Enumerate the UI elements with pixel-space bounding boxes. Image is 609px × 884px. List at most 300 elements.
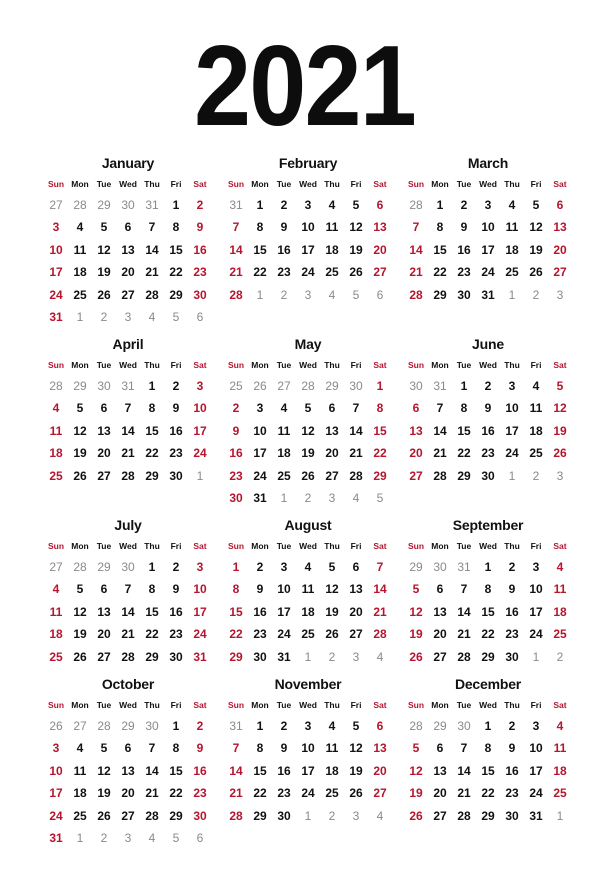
other-month-day: 3 <box>556 468 564 483</box>
other-month-day: 1 <box>256 287 264 302</box>
day-cell: 19 <box>553 423 567 438</box>
day-cell: 16 <box>229 446 243 461</box>
weekday-header: Sat <box>553 541 567 551</box>
other-month-day: 1 <box>280 490 288 505</box>
other-month-day: 5 <box>172 830 180 845</box>
day-cell: 29 <box>169 287 183 302</box>
day-cell: 11 <box>325 220 339 235</box>
day-cell: 14 <box>457 763 471 778</box>
day-cell: 27 <box>121 808 135 823</box>
weekday-header: Mon <box>71 700 89 710</box>
day-cell: 26 <box>97 287 111 302</box>
day-cell: 10 <box>253 423 267 438</box>
day-cell: 27 <box>373 265 387 280</box>
weekday-header: Wed <box>299 360 317 370</box>
day-cell: 21 <box>229 786 243 801</box>
weekday-header: Thu <box>324 360 340 370</box>
day-cell: 18 <box>49 627 63 642</box>
other-month-day: 2 <box>532 468 540 483</box>
day-cell: 14 <box>409 242 423 257</box>
day-cell: 9 <box>484 401 492 416</box>
day-cell: 5 <box>76 582 84 597</box>
other-month-day: 2 <box>328 808 336 823</box>
day-cell: 20 <box>373 242 387 257</box>
day-cell: 17 <box>193 423 207 438</box>
day-cell: 10 <box>49 242 63 257</box>
other-month-day: 3 <box>556 287 564 302</box>
day-cell: 13 <box>121 242 135 257</box>
other-month-day: 30 <box>97 379 111 393</box>
day-cell: 6 <box>124 220 132 235</box>
day-cell: 22 <box>481 627 495 642</box>
day-cell: 20 <box>373 763 387 778</box>
day-cell: 1 <box>436 198 444 212</box>
other-month-day: 5 <box>352 287 360 302</box>
weekday-header: Thu <box>144 700 160 710</box>
day-cell: 31 <box>49 830 63 845</box>
day-cell: 17 <box>301 242 315 257</box>
day-cell: 20 <box>349 604 363 619</box>
month-grid <box>224 695 392 827</box>
weekday-header: Sun <box>227 360 245 370</box>
weekday-header: Sat <box>553 360 567 370</box>
weekday-header: Thu <box>504 700 520 710</box>
month-name: September <box>452 517 524 533</box>
weekday-header: Thu <box>144 360 160 370</box>
day-cell: 11 <box>553 582 567 597</box>
day-cell: 3 <box>196 379 204 393</box>
day-cell: 8 <box>172 220 180 235</box>
day-cell: 4 <box>76 741 84 756</box>
day-cell: 3 <box>304 719 312 733</box>
day-cell: 21 <box>373 604 387 619</box>
day-cell: 6 <box>100 582 108 597</box>
day-cell: 25 <box>277 468 291 483</box>
other-month-day: 30 <box>121 560 135 574</box>
month-september <box>404 514 572 668</box>
other-month-day: 6 <box>196 309 204 324</box>
day-cell: 1 <box>232 560 240 574</box>
day-cell: 17 <box>505 423 519 438</box>
other-month-day: 2 <box>100 830 108 845</box>
other-month-day: 31 <box>457 560 471 574</box>
weekday-header: Sun <box>407 179 425 189</box>
month-name: February <box>278 155 338 171</box>
day-cell: 10 <box>481 220 495 235</box>
day-cell: 19 <box>301 446 315 461</box>
weekday-header: Thu <box>324 541 340 551</box>
day-cell: 7 <box>232 220 240 235</box>
day-cell: 4 <box>556 719 564 733</box>
day-cell: 31 <box>49 309 63 324</box>
day-cell: 10 <box>529 741 543 756</box>
other-month-day: 30 <box>433 560 447 574</box>
day-cell: 7 <box>460 741 468 756</box>
day-cell: 13 <box>121 763 135 778</box>
weekday-header: Fri <box>530 179 542 189</box>
day-cell: 26 <box>349 265 363 280</box>
day-cell: 21 <box>145 786 159 801</box>
day-cell: 2 <box>256 560 264 574</box>
day-cell: 1 <box>148 379 156 393</box>
other-month-day: 28 <box>409 198 423 212</box>
day-cell: 1 <box>172 198 180 212</box>
day-cell: 6 <box>376 198 384 212</box>
day-cell: 17 <box>49 265 63 280</box>
weekday-header: Mon <box>431 541 449 551</box>
day-cell: 20 <box>553 242 567 257</box>
other-month-day: 25 <box>229 379 243 393</box>
day-cell: 3 <box>484 198 492 212</box>
day-cell: 6 <box>100 401 108 416</box>
weekday-header: Mon <box>251 700 269 710</box>
day-cell: 11 <box>49 423 63 438</box>
day-cell: 23 <box>169 446 183 461</box>
day-cell: 3 <box>52 220 60 235</box>
day-cell: 16 <box>253 604 267 619</box>
day-cell: 18 <box>301 604 315 619</box>
day-cell: 2 <box>460 198 468 212</box>
weekday-header: Sat <box>373 179 387 189</box>
other-month-day: 30 <box>121 198 135 212</box>
day-cell: 28 <box>349 468 363 483</box>
day-cell: 13 <box>409 423 423 438</box>
other-month-day: 1 <box>508 287 516 302</box>
day-cell: 23 <box>229 468 243 483</box>
day-cell: 4 <box>52 582 60 597</box>
day-cell: 30 <box>505 649 519 664</box>
day-cell: 10 <box>277 582 291 597</box>
day-cell: 9 <box>196 741 204 756</box>
day-cell: 17 <box>253 446 267 461</box>
day-cell: 31 <box>253 490 267 505</box>
day-cell: 27 <box>121 287 135 302</box>
day-cell: 16 <box>193 763 207 778</box>
weekday-header: Thu <box>144 179 160 189</box>
month-name: April <box>112 336 144 352</box>
other-month-day: 31 <box>229 719 243 733</box>
day-cell: 30 <box>169 468 183 483</box>
day-cell: 2 <box>508 719 516 733</box>
day-cell: 30 <box>193 287 207 302</box>
other-month-day: 28 <box>97 719 111 733</box>
other-month-day: 4 <box>328 287 336 302</box>
day-cell: 19 <box>73 627 87 642</box>
day-cell: 9 <box>196 220 204 235</box>
day-cell: 30 <box>277 808 291 823</box>
weekday-header: Mon <box>71 541 89 551</box>
day-cell: 6 <box>412 401 420 416</box>
day-cell: 23 <box>505 786 519 801</box>
day-cell: 12 <box>529 220 543 235</box>
day-cell: 6 <box>436 582 444 597</box>
day-cell: 7 <box>124 582 132 597</box>
day-cell: 16 <box>169 604 183 619</box>
weekday-header: Sat <box>373 700 387 710</box>
day-cell: 26 <box>73 649 87 664</box>
day-cell: 1 <box>172 719 180 733</box>
weekday-header: Fri <box>170 700 182 710</box>
day-cell: 12 <box>553 401 567 416</box>
other-month-day: 31 <box>433 379 447 393</box>
weekday-header: Mon <box>251 179 269 189</box>
day-cell: 2 <box>172 560 180 574</box>
weekday-header: Sun <box>47 541 65 551</box>
day-cell: 24 <box>529 786 543 801</box>
weekday-header: Thu <box>324 179 340 189</box>
weekday-header: Wed <box>299 541 317 551</box>
day-cell: 6 <box>352 560 360 574</box>
day-cell: 28 <box>145 287 159 302</box>
day-cell: 1 <box>148 560 156 574</box>
day-cell: 12 <box>409 763 423 778</box>
other-month-day: 29 <box>97 198 111 212</box>
day-cell: 25 <box>49 649 63 664</box>
month-name: July <box>114 517 142 533</box>
day-cell: 26 <box>301 468 315 483</box>
day-cell: 2 <box>484 379 492 393</box>
month-name: December <box>454 676 522 692</box>
day-cell: 11 <box>505 220 519 235</box>
day-cell: 12 <box>97 242 111 257</box>
day-cell: 29 <box>481 649 495 664</box>
day-cell: 10 <box>49 763 63 778</box>
day-cell: 23 <box>193 265 207 280</box>
day-cell: 21 <box>229 265 243 280</box>
other-month-day: 1 <box>76 830 84 845</box>
day-cell: 24 <box>193 627 207 642</box>
other-month-day: 2 <box>100 309 108 324</box>
day-cell: 13 <box>433 763 447 778</box>
day-cell: 25 <box>505 265 519 280</box>
day-cell: 26 <box>553 446 567 461</box>
day-cell: 2 <box>196 719 204 733</box>
day-cell: 19 <box>73 446 87 461</box>
month-march <box>404 152 572 306</box>
month-grid <box>404 174 572 306</box>
day-cell: 7 <box>148 220 156 235</box>
weekday-header: Tue <box>456 360 472 370</box>
day-cell: 16 <box>193 242 207 257</box>
day-cell: 14 <box>121 423 135 438</box>
day-cell: 31 <box>529 808 543 823</box>
day-cell: 8 <box>376 401 384 416</box>
day-cell: 24 <box>301 265 315 280</box>
day-cell: 7 <box>460 582 468 597</box>
day-cell: 12 <box>325 582 339 597</box>
other-month-day: 29 <box>409 560 423 574</box>
month-grid <box>44 536 212 668</box>
day-cell: 30 <box>505 808 519 823</box>
day-cell: 25 <box>553 786 567 801</box>
day-cell: 4 <box>328 198 336 212</box>
day-cell: 9 <box>256 582 264 597</box>
weekday-header: Sun <box>47 360 65 370</box>
day-cell: 6 <box>328 401 336 416</box>
weekday-header: Sun <box>227 179 245 189</box>
other-month-day: 29 <box>97 560 111 574</box>
day-cell: 3 <box>304 198 312 212</box>
day-cell: 27 <box>97 468 111 483</box>
weekday-header: Mon <box>431 360 449 370</box>
day-cell: 3 <box>256 401 264 416</box>
day-cell: 5 <box>328 560 336 574</box>
day-cell: 7 <box>232 741 240 756</box>
day-cell: 17 <box>529 763 543 778</box>
day-cell: 1 <box>376 379 384 393</box>
day-cell: 18 <box>553 604 567 619</box>
day-cell: 29 <box>433 287 447 302</box>
day-cell: 17 <box>481 242 495 257</box>
day-cell: 22 <box>145 446 159 461</box>
day-cell: 7 <box>124 401 132 416</box>
day-cell: 25 <box>529 446 543 461</box>
day-cell: 24 <box>529 627 543 642</box>
day-cell: 14 <box>121 604 135 619</box>
day-cell: 9 <box>172 401 180 416</box>
day-cell: 3 <box>196 560 204 574</box>
day-cell: 20 <box>325 446 339 461</box>
day-cell: 12 <box>349 741 363 756</box>
weekday-header: Sat <box>553 700 567 710</box>
day-cell: 26 <box>409 649 423 664</box>
day-cell: 8 <box>148 582 156 597</box>
other-month-day: 6 <box>376 287 384 302</box>
weekday-header: Wed <box>119 179 137 189</box>
day-cell: 17 <box>301 763 315 778</box>
weekday-header: Wed <box>119 360 137 370</box>
weekday-header: Sun <box>47 700 65 710</box>
day-cell: 4 <box>508 198 516 212</box>
day-cell: 14 <box>229 763 243 778</box>
month-may <box>224 333 392 509</box>
weekday-header: Mon <box>431 179 449 189</box>
other-month-day: 2 <box>532 287 540 302</box>
day-cell: 6 <box>436 741 444 756</box>
day-cell: 10 <box>193 582 207 597</box>
weekday-header: Thu <box>504 179 520 189</box>
day-cell: 29 <box>253 808 267 823</box>
day-cell: 13 <box>373 741 387 756</box>
day-cell: 29 <box>169 808 183 823</box>
day-cell: 23 <box>277 265 291 280</box>
day-cell: 20 <box>121 265 135 280</box>
day-cell: 16 <box>505 763 519 778</box>
day-cell: 11 <box>73 763 87 778</box>
day-cell: 28 <box>457 808 471 823</box>
day-cell: 15 <box>481 604 495 619</box>
weekday-header: Fri <box>170 360 182 370</box>
month-august <box>224 514 392 668</box>
year-title: 2021 <box>193 23 416 150</box>
day-cell: 1 <box>484 560 492 574</box>
weekday-header: Sun <box>227 700 245 710</box>
day-cell: 10 <box>301 741 315 756</box>
day-cell: 20 <box>97 446 111 461</box>
day-cell: 12 <box>349 220 363 235</box>
day-cell: 12 <box>301 423 315 438</box>
day-cell: 12 <box>409 604 423 619</box>
day-cell: 25 <box>553 627 567 642</box>
day-cell: 21 <box>145 265 159 280</box>
weekday-header: Sat <box>373 541 387 551</box>
day-cell: 9 <box>508 582 516 597</box>
weekday-header: Thu <box>504 360 520 370</box>
day-cell: 15 <box>169 763 183 778</box>
other-month-day: 1 <box>76 309 84 324</box>
day-cell: 5 <box>100 741 108 756</box>
other-month-day: 6 <box>196 830 204 845</box>
weekday-header: Fri <box>530 360 542 370</box>
day-cell: 3 <box>52 741 60 756</box>
day-cell: 29 <box>145 468 159 483</box>
weekday-header: Wed <box>119 541 137 551</box>
day-cell: 22 <box>253 265 267 280</box>
month-june <box>404 333 572 487</box>
day-cell: 8 <box>148 401 156 416</box>
day-cell: 24 <box>253 468 267 483</box>
other-month-day: 27 <box>73 719 87 733</box>
day-cell: 27 <box>433 808 447 823</box>
day-cell: 25 <box>301 627 315 642</box>
day-cell: 31 <box>193 649 207 664</box>
month-name: June <box>472 336 504 352</box>
month-november <box>224 673 392 827</box>
weekday-header: Wed <box>479 541 497 551</box>
other-month-day: 5 <box>172 309 180 324</box>
day-cell: 10 <box>505 401 519 416</box>
day-cell: 4 <box>280 401 288 416</box>
day-cell: 18 <box>529 423 543 438</box>
day-cell: 19 <box>97 786 111 801</box>
day-cell: 23 <box>481 446 495 461</box>
weekday-header: Fri <box>170 541 182 551</box>
day-cell: 5 <box>352 198 360 212</box>
day-cell: 9 <box>232 423 240 438</box>
weekday-header: Thu <box>324 700 340 710</box>
day-cell: 16 <box>481 423 495 438</box>
other-month-day: 2 <box>328 649 336 664</box>
day-cell: 13 <box>97 604 111 619</box>
other-month-day: 1 <box>196 468 204 483</box>
day-cell: 28 <box>121 468 135 483</box>
weekday-header: Thu <box>144 541 160 551</box>
day-cell: 27 <box>97 649 111 664</box>
day-cell: 6 <box>376 719 384 733</box>
day-cell: 6 <box>556 198 564 212</box>
day-cell: 2 <box>280 719 288 733</box>
day-cell: 21 <box>349 446 363 461</box>
month-name: October <box>101 676 155 692</box>
day-cell: 4 <box>304 560 312 574</box>
other-month-day: 3 <box>304 287 312 302</box>
day-cell: 25 <box>73 808 87 823</box>
day-cell: 18 <box>505 242 519 257</box>
day-cell: 18 <box>553 763 567 778</box>
other-month-day: 26 <box>253 379 267 393</box>
day-cell: 13 <box>325 423 339 438</box>
other-month-day: 3 <box>124 830 132 845</box>
other-month-day: 1 <box>508 468 516 483</box>
day-cell: 31 <box>481 287 495 302</box>
day-cell: 24 <box>301 786 315 801</box>
weekday-header: Wed <box>479 360 497 370</box>
day-cell: 16 <box>457 242 471 257</box>
day-cell: 13 <box>97 423 111 438</box>
day-cell: 4 <box>328 719 336 733</box>
other-month-day: 30 <box>457 719 471 733</box>
day-cell: 26 <box>529 265 543 280</box>
